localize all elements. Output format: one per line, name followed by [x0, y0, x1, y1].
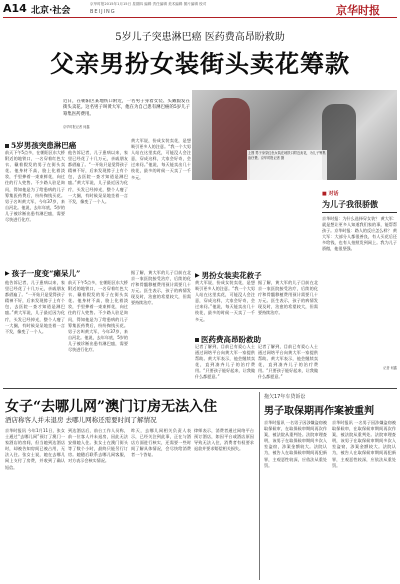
- bottom-right-headline: 男子取保期再作案被重判: [264, 406, 374, 417]
- sidebar-tag: ■ 对话: [322, 191, 339, 197]
- photo-caption-box: [247, 150, 327, 180]
- story-col-2b: 前天下午5点多，在朝阳区东大桥附近的地铁口，一名穿着红色大衣、戴着假发的男子在街头卖花。他身材不高，脸上化着淡妆，手里捧着一束束鲜花，向过往的行人兜售。不少路人驻足询问，得知他是为了给患病的儿子筹集医药费后，纷纷掏钱买花。男子名叫黄大军，今年37岁，来自河北。他说，去年年底，5岁的儿子被诊断出患有淋巴癌，需要尽快进行化疗。: [68, 280, 128, 353]
- subhead-3-lead-icon: ▶: [195, 272, 200, 279]
- square-bullet-icon: [195, 338, 199, 342]
- section-en: BEIJING: [90, 9, 116, 15]
- top-story-kicker: 5岁儿子突患淋巴癌 医药费高昂盼救助: [115, 32, 285, 43]
- story-col-3: 黄大军说，扮成女装卖花，是想吸引更多人的注意。“我一个大男人站在这里卖花，可能没人会注意，穿成这样，大家会好奇，会过来问。”他说，每天能卖出几十枝花，最多的时候一天卖了一千多元。: [131, 138, 191, 180]
- subhead-2-lead-icon: ▶: [5, 270, 10, 277]
- newspaper-logo: 京华时报: [336, 4, 380, 17]
- photo-caption: 上图 男子身穿红色女装在地铁口附近卖花，为儿子筹集治疗费。京华时报记者 摄: [248, 151, 326, 161]
- story-col-3b: 据了解，黄大军的儿子目前在北京一家医院接受治疗，后续的化疗和骨髓移植费用预计需要几十万元。医生表示，孩子的病情发现及时，治愈的希望较大，但需要持续治疗。: [131, 270, 191, 306]
- bottom-right-col-2: 京华时报讯 一名男子因涉嫌盗窃被取保候审，在取保候审期间再次作案，被法院从重判处。法院审理查明，该男子在取保候审期间多次入室盗窃，涉案金额较大。法院认为，被告人在取保候审期间再犯新罪，主观恶性较深，应依法从重处罚。: [332, 420, 396, 468]
- section-divider: [3, 388, 397, 389]
- story-col-2: 他告诉记者，儿子患病以来，家里已经花了十几万元，亲戚朋友都借遍了。“一开始只是觉得孩子精神不好，后来发现脖子上有个包，去医院一查才知道是淋巴癌。”黄大军说，儿子最近因为化疗，头发已经掉光，整个人瘦了一大圈，有时候呆呆地坐着一言不发，像变了一个人。: [68, 150, 128, 204]
- subhead-2: [5, 268, 80, 279]
- top-story-headline: 父亲男扮女装街头卖花筹款: [50, 49, 350, 78]
- photo-figure-man: [322, 104, 356, 180]
- bottom-left-col-1: 京华时报讯 今年1月11日，张女士通过“去哪儿网”预订了澳门一家酒店的房间，但当她到达酒店时，却被告知房间已被占用，无法入住。张女士说，她在去哪儿网上支付了房费，并收到了确认短信。: [5, 428, 65, 470]
- section-name: 北京·社会: [31, 6, 71, 16]
- sidebar-text: 京华时报：为什么选择穿女装？ 黄大军：就是想让更多人知道我们家的事，能帮帮孩子。京华时报：路人的反应怎么样？ 黄大军：大部分人都很善良，有人买花后还多给钱，也有人拍照发到网上。我为儿子骄傲，他很坚强。: [322, 216, 397, 252]
- subhead-4-text: 医药费高昂盼救助: [201, 335, 261, 344]
- story-col-4b: 记者了解到，目前已有爱心人士通过网络平台向黄大军一家提供帮助。黄大军表示，他会继续卖花，直到凑齐儿子的治疗费用。“只要孩子能好起来，让我做什么都愿意。”: [195, 344, 255, 380]
- bottom-left-subhead: 酒店称客人并未退房 去哪儿网称还需要时间了解情况: [5, 416, 157, 424]
- square-bullet-icon: [5, 144, 9, 148]
- story-col-1b: 他告诉记者，儿子患病以来，家里已经花了十几万元，亲戚朋友都借遍了。“一开始只是觉得孩子精神不好，后来发现脖子上有个包，去医院一查才知道是淋巴癌。”黄大军说，儿子最近因为化疗，头发已经掉光，整个人瘦了一大圈，有时候呆呆地坐着一言不发，像变了一个人。: [5, 280, 65, 334]
- bottom-left-col-2: 到达酒店后，前台工作人员称，前一位客人并未退房，因此无法安排她入住。张女士在澳门街头等了数个小时，最终只能另行订房。她随后联系去哪儿网客服，对方表示会核实情况。: [68, 428, 128, 464]
- sidebar-title: 为儿子我很骄傲: [322, 199, 397, 213]
- bottom-left-headline: 女子“去哪儿网”澳门订房无法入住: [5, 399, 218, 415]
- dateline: 京华时报2015年1月15日 星期四 编辑 责任编辑 美术编辑 图片编辑 校对: [90, 2, 207, 6]
- photo-figure-woman: [212, 98, 250, 180]
- bottom-left-col-3: 昨天，去哪儿网相关负责人表示，已经关注到此事，正在与酒店方面进行核实，还需要一些时间了解具体情况，会尽快给消费者一个答复。: [131, 428, 191, 458]
- subhead-3-text: 男扮女装卖花救子: [201, 271, 262, 280]
- page-code: A14: [3, 2, 27, 15]
- bottom-left-col-4: 律师表示，消费者通过网络平台预订酒店，如因平台或酒店原因导致无法入住，消费者有权要求退款并要求赔偿相关损失。: [194, 428, 254, 452]
- sidebar-sign: 记者 何鑫: [383, 366, 397, 370]
- sidebar: [322, 190, 397, 382]
- story-col-5b: 记者了解到，目前已有爱心人士通过网络平台向黄大军一家提供帮助。黄大军表示，他会继续卖花，直到凑齐儿子的治疗费用。“只要孩子能好起来，让我做什么都愿意。”: [258, 344, 318, 380]
- top-photo: [192, 90, 397, 180]
- story-col-5: 据了解，黄大军的儿子目前在北京一家医院接受治疗，后续的化疗和骨髓移植费用预计需要几十万元。医生表示，孩子的病情发现及时，治愈的希望较大，但需要持续治疗。: [258, 280, 318, 316]
- bottom-right-kicker: 拖欠17年车贷诉讼: [264, 394, 306, 400]
- subhead-1-text: 5岁男孩突患淋巴癌: [11, 141, 77, 150]
- lead-box: [63, 99, 190, 131]
- masthead: [0, 0, 400, 20]
- story-col-1: 前天下午5点多，在朝阳区东大桥附近的地铁口，一名穿着红色大衣、戴着假发的男子在街头卖花。他身材不高，脸上化着淡妆，手里捧着一束束鲜花，向过往的行人兜售。不少路人驻足询问，得知他是为了给患病的儿子筹集医药费后，纷纷掏钱买花。男子名叫黄大军，今年37岁，来自河北。他说，去年年底，5岁的儿子被诊断出患有淋巴癌，需要尽快进行化疗。: [5, 150, 65, 223]
- story-col-4: 黄大军说，扮成女装卖花，是想吸引更多人的注意。“我一个大男人站在这里卖花，可能没人会注意，穿成这样，大家会好奇，会过来问。”他说，每天能卖出几十枝花，最多的时候一天卖了一千多元。: [195, 280, 255, 322]
- masthead-rule: [3, 17, 397, 18]
- bottom-right-rule: [259, 392, 260, 580]
- bottom-right-col-1: 京华时报讯 一名男子因涉嫌盗窃被取保候审，在取保候审期间再次作案，被法院从重判处。法院审理查明，该男子在取保候审期间多次入室盗窃，涉案金额较大。法院认为，被告人在取保候审期间再犯新罪，主观恶性较深，应依法从重处罚。: [264, 420, 327, 468]
- subhead-2-text: 孩子一度变“瘫呆儿”: [11, 269, 81, 278]
- lead-byline: 京华时报记者 何鑫: [63, 125, 90, 129]
- lead-text: 近日，在朝阳区某地铁口附近，一名男子身着女装、头戴假发在街头卖花。这名男子叫黄大军，他在为自己患有淋巴癌的5岁儿子筹集医药费用。: [63, 99, 190, 117]
